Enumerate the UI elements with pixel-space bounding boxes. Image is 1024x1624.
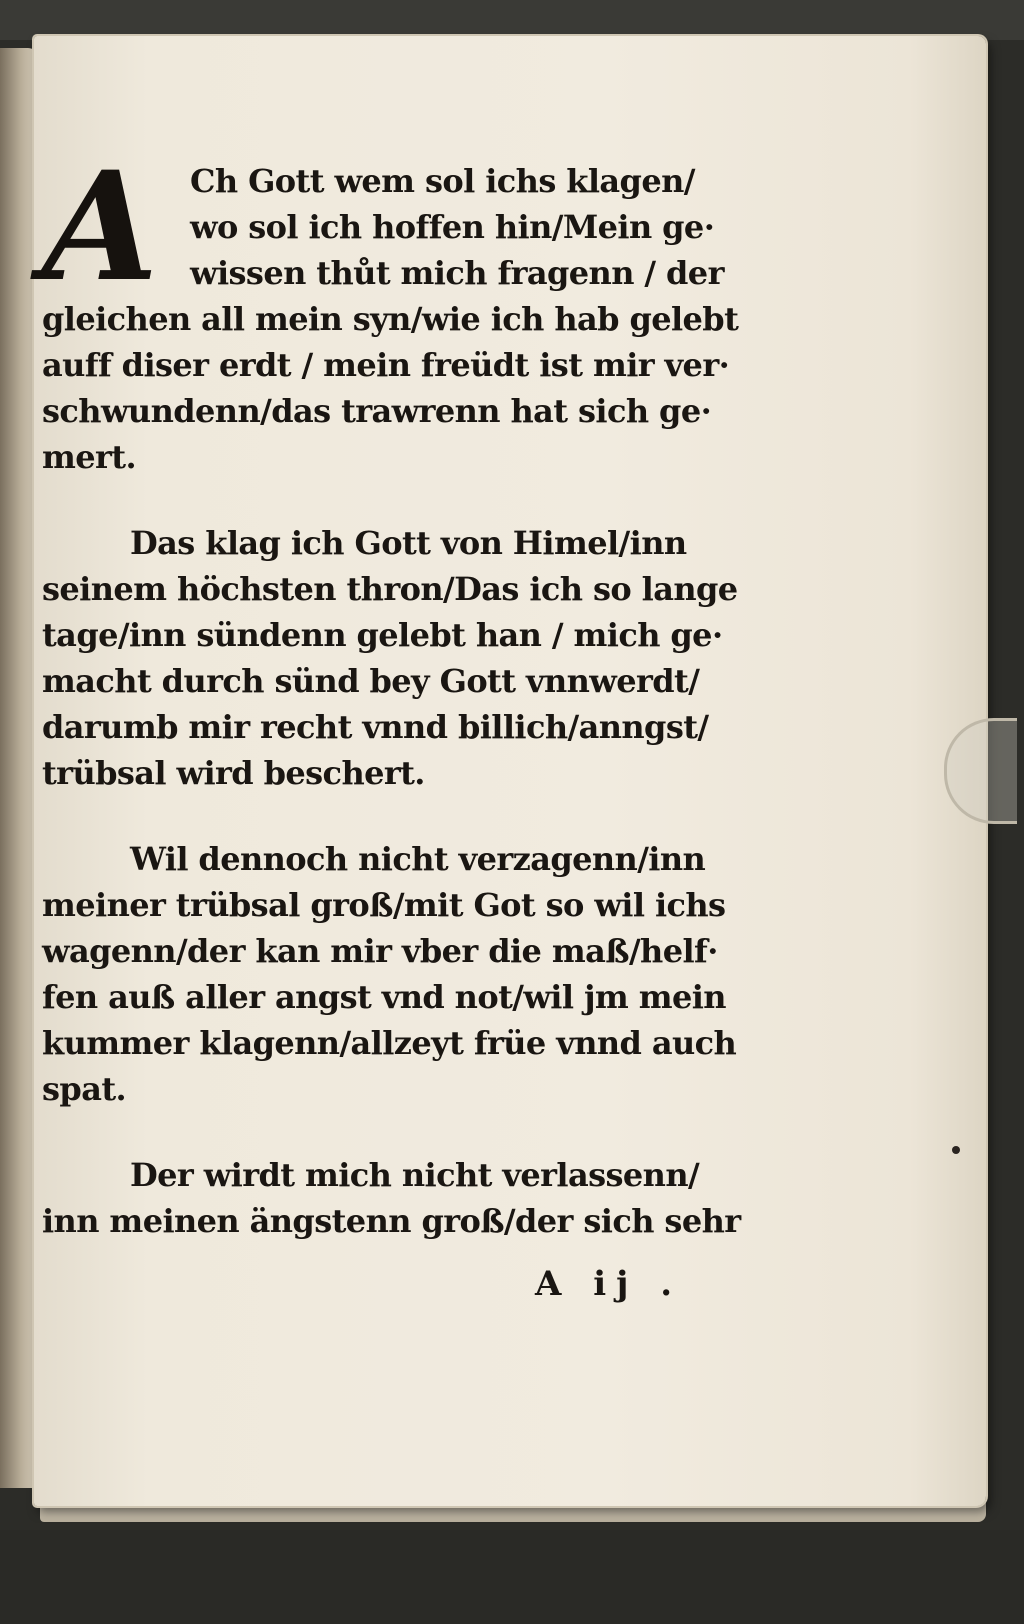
text-line: wo sol ich hoffen hin/Mein ge· [190, 208, 715, 246]
text-line: gleichen all mein syn/wie ich hab gelebt [42, 300, 739, 338]
text-line: fen auß aller angst vnd not/wil jm mein [42, 978, 726, 1016]
text-line: mert. [42, 438, 137, 476]
paragraph-2 [42, 520, 738, 796]
paragraph-3 [42, 836, 737, 1112]
text-line: auff diser erdt / mein freüdt ist mir ver· [42, 346, 730, 384]
text-line: wissen thůt mich fragenn / der [190, 254, 724, 292]
text-line: schwundenn/das trawrenn hat sich ge· [42, 392, 712, 430]
text-line: Wil dennoch nicht verzagenn/inn [130, 840, 706, 878]
text-line: seinem höchsten thron/Das ich so lange [42, 570, 738, 608]
dropcap-row [42, 139, 732, 315]
drop-capital: A [42, 139, 151, 315]
text-line: Das klag ich Gott von Himel/inn [130, 524, 687, 562]
text-line: darumb mir recht vnnd billich/anngst/ [42, 708, 709, 746]
signature-mark: A ij . [535, 1264, 683, 1304]
text-line: inn meinen ängstenn groß/der sich sehr [42, 1202, 741, 1240]
scan-background [0, 0, 1024, 40]
paragraph-4 [42, 1152, 741, 1244]
text-line: wagenn/der kan mir vber die maß/helf· [42, 932, 718, 970]
text-line: trübsal wird beschert. [42, 754, 425, 792]
paragraph-1 [42, 139, 739, 480]
text-line: kummer klagenn/allzeyt früe vnnd auch [42, 1024, 737, 1062]
text-line: Der wirdt mich nicht verlassenn/ [130, 1156, 700, 1194]
text-line: Ch Gott wem sol ichs klagen/ [190, 162, 695, 200]
text-line: meiner trübsal groß/mit Got so wil ichs [42, 886, 726, 924]
left-page-edge [0, 48, 38, 1488]
dropcap-lines [190, 158, 724, 296]
text-line: tage/inn sündenn gelebt han / mich ge· [42, 616, 723, 654]
text-line: spat. [42, 1070, 127, 1108]
text-line: macht durch sünd bey Gott vnnwerdt/ [42, 662, 700, 700]
page-text [42, 139, 741, 1284]
scan-background-bottom [0, 1530, 1024, 1624]
ink-spot [952, 1146, 960, 1154]
